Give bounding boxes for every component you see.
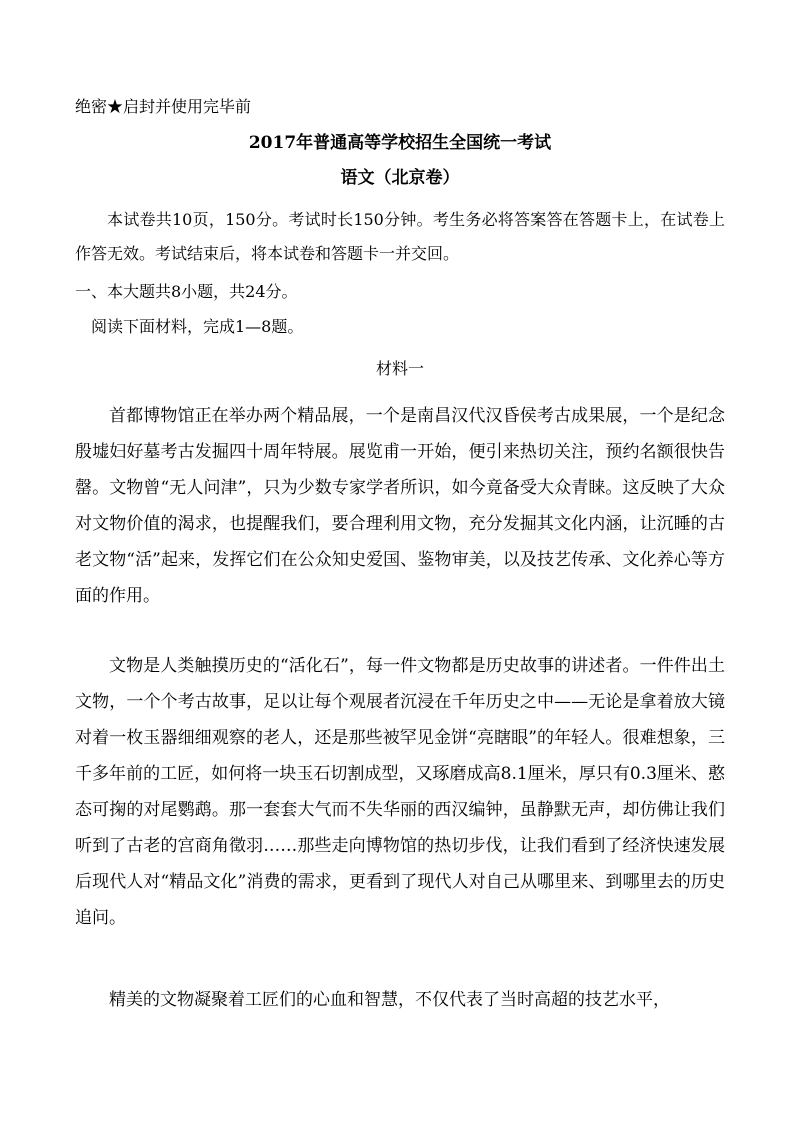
- section-heading: 一、本大题共8小题，共24分。: [75, 282, 298, 301]
- material-title: 材料一: [375, 359, 424, 378]
- confidential-notice: 绝密★启封并使用完毕前: [75, 97, 252, 116]
- exam-title: 2017年普通高等学校招生全国统一考试: [248, 133, 552, 153]
- material-paragraph: 首都博物馆正在举办两个精品展，一个是南昌汉代汉昏侯考古成果展，一个是纪念殷墟妇好墓考古发掘四十周年特展。展览甫一开始，便引来热切关注，预约名额很快告罄。文物曾“无人问津”，只为少数专家学者所识，如今竟备受大众青睐。这反映了大众对文物价值的渴求，也提醒我们，要合理利用文物，充分发掘其文化内涵，让沉睡的古老文物“活”起来，发挥它们在公众知史爱国、鉴物审美，以及技艺传承、文化养心等方面的作用。: [75, 406, 725, 606]
- exam-instructions: 本试卷共10页，150分。考试时长150分钟。考生务必将答案答在答题卡上，在试卷上作答无效。考试结束后，将本试卷和答题卡一并交回。: [75, 210, 725, 263]
- reading-instruction: 阅读下面材料，完成1—8题。: [91, 317, 304, 336]
- exam-subtitle: 语文（北京卷）: [340, 168, 460, 188]
- material-paragraph: 精美的文物凝聚着工匠们的心血和智慧，不仅代表了当时高超的技艺水平，: [109, 990, 670, 1010]
- material-paragraph: 文物是人类触摸历史的“活化石”，每一件文物都是历史故事的讲述者。一件件出土文物，一个个考古故事，足以让每个观展者沉浸在千年历史之中——无论是拿着放大镜对着一枚玉器细细观察的老人，还是那些被罕见金饼“亮瞎眼”的年轻人。很难想象，三千多年前的工匠，如何将一块玉石切割成型，又琢磨成高8.1厘米，厚只有0.3厘米、憨态可掬的对尾鹦鹉。那一套套大气而不失华丽的西汉编钟，虽静默无声，却仿佛让我们听到了古老的宫商角徵羽……那些走向博物馆的热切步伐，让我们看到了经济快速发展后现代人对“精品文化”消费的需求，更看到了现代人对自己从哪里来、到哪里去的历史追问。: [75, 656, 725, 928]
